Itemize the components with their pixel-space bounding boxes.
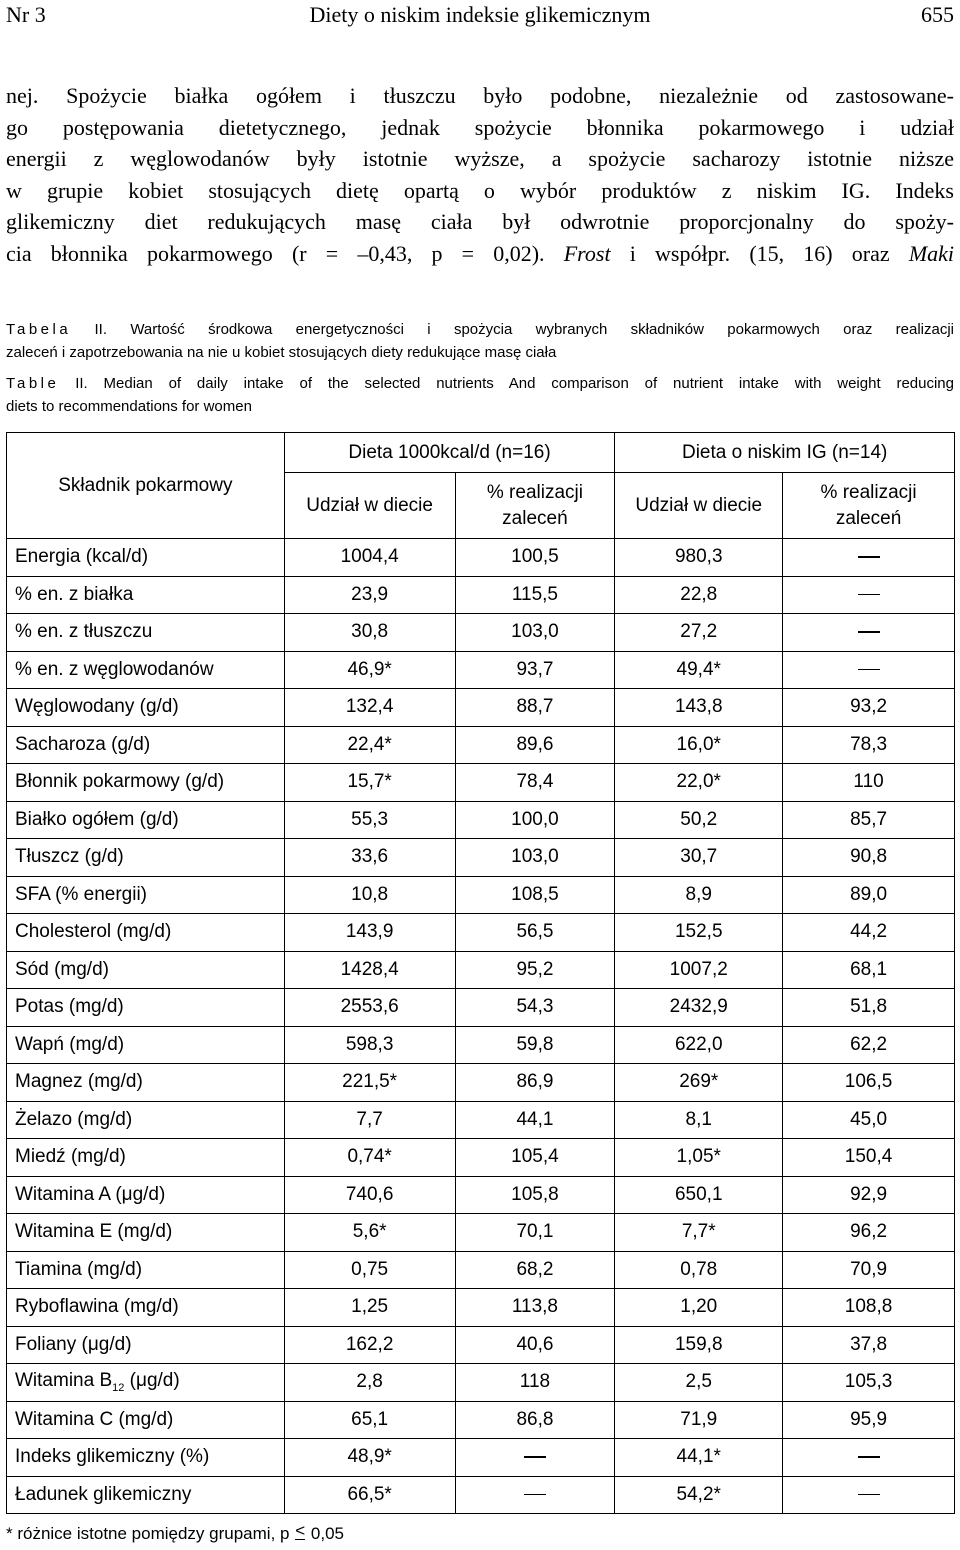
nutrient-name: Magnez (mg/d) xyxy=(7,1064,285,1102)
table-cell: 1428,4 xyxy=(284,951,455,989)
column-header-component: Składnik pokarmowy xyxy=(7,433,285,539)
table-cell: 105,3 xyxy=(783,1364,955,1402)
table-row xyxy=(7,1176,955,1214)
table-cell: 103,0 xyxy=(455,614,615,652)
dash-icon xyxy=(524,1494,546,1496)
table-cell: 62,2 xyxy=(783,1026,955,1064)
table-caption-polish xyxy=(6,318,954,364)
nutrient-name: Błonnik pokarmowy (g/d) xyxy=(7,764,285,802)
table-cell: 598,3 xyxy=(284,1026,455,1064)
table-cell: 2432,9 xyxy=(615,989,783,1027)
table-cell: 59,8 xyxy=(455,1026,615,1064)
table-cell: 70,1 xyxy=(455,1214,615,1252)
table-cell: 105,8 xyxy=(455,1176,615,1214)
issue-number: Nr 3 xyxy=(6,2,46,27)
table-row xyxy=(7,1439,955,1477)
caption-line: zaleceń i zapotrzebowania na nie u kobiet stosujących diety redukujące masę ciała xyxy=(6,344,557,361)
table-row xyxy=(7,614,955,652)
table-cell: 1007,2 xyxy=(615,951,783,989)
table-cell: 50,2 xyxy=(615,801,783,839)
nutrient-name: Witamina E (mg/d) xyxy=(7,1214,285,1252)
table-cell: 70,9 xyxy=(783,1251,955,1289)
less-or-equal-sign xyxy=(294,1526,306,1540)
nutrient-name: Energia (kcal/d) xyxy=(7,539,285,577)
table-cell: 115,5 xyxy=(455,576,615,614)
nutrient-name: Sód (mg/d) xyxy=(7,951,285,989)
table-cell: 740,6 xyxy=(284,1176,455,1214)
table-cell: 150,4 xyxy=(783,1139,955,1177)
column-header-share: Udział w diecie xyxy=(615,473,783,539)
table-cell: 8,9 xyxy=(615,876,783,914)
nutrient-name: % en. z tłuszczu xyxy=(7,614,285,652)
table-cell: 7,7* xyxy=(615,1214,783,1252)
table-cell: 110 xyxy=(783,764,955,802)
dash-icon xyxy=(858,1494,880,1496)
nutrient-name: % en. z węglowodanów xyxy=(7,651,285,689)
table-cell: 71,9 xyxy=(615,1401,783,1439)
table-cell: 2553,6 xyxy=(284,989,455,1027)
nutrient-name: Węglowodany (g/d) xyxy=(7,689,285,727)
body-line: go postępowania dietetycznego, jednak spożycie błonnika pokarmowego i udział xyxy=(6,114,954,140)
nutrient-name: Białko ogółem (g/d) xyxy=(7,801,285,839)
caption-label: Table xyxy=(6,375,60,392)
table-cell: 2,5 xyxy=(615,1364,783,1402)
body-line: w grupie kobiet stosujących dietę opartą o wybór produktów z niskim IG. Indeks xyxy=(6,177,954,203)
nutrient-name: Witamina $B_{12}$ (μg/d) xyxy=(7,1364,285,1402)
dash-icon xyxy=(858,631,880,633)
table-cell: 89,0 xyxy=(783,876,955,914)
table-row xyxy=(7,876,955,914)
table-cell xyxy=(783,539,955,577)
nutrient-name: % en. z białka xyxy=(7,576,285,614)
column-header-group-low-gi: Dieta o niskim IG (n=14) xyxy=(615,433,955,473)
table-cell: 44,2 xyxy=(783,914,955,952)
table-cell: 8,1 xyxy=(615,1101,783,1139)
table-cell: 22,4* xyxy=(284,726,455,764)
caption-text: II. Wartość środkowa energetyczności i spożycia wybranych składników pokarmowych oraz realizacji xyxy=(94,321,954,338)
table-row xyxy=(7,951,955,989)
table-cell: 159,8 xyxy=(615,1326,783,1364)
table-cell: 68,1 xyxy=(783,951,955,989)
nutrient-name: Miedź (mg/d) xyxy=(7,1139,285,1177)
table-cell: 103,0 xyxy=(455,839,615,877)
running-title: Diety o niskim indeksie glikemicznym xyxy=(309,2,651,27)
table-cell: 108,8 xyxy=(783,1289,955,1327)
table-row xyxy=(7,1251,955,1289)
nutrient-table xyxy=(6,432,955,1514)
nutrient-name: SFA (% energii) xyxy=(7,876,285,914)
table-cell: 1,05* xyxy=(615,1139,783,1177)
caption-label: Tabela xyxy=(6,321,72,338)
table-cell: 100,5 xyxy=(455,539,615,577)
table-cell: 95,9 xyxy=(783,1401,955,1439)
table-row xyxy=(7,1139,955,1177)
table-cell: 93,7 xyxy=(455,651,615,689)
table-cell: 143,9 xyxy=(284,914,455,952)
table-cell: 78,4 xyxy=(455,764,615,802)
table-cell: 44,1 xyxy=(455,1101,615,1139)
table-cell: 46,9* xyxy=(284,651,455,689)
table-cell xyxy=(455,1439,615,1477)
nutrient-name: Witamina C (mg/d) xyxy=(7,1401,285,1439)
column-header-group-1000kcal: Dieta 1000kcal/d (n=16) xyxy=(284,433,615,473)
table-cell: 40,6 xyxy=(455,1326,615,1364)
table-row xyxy=(7,839,955,877)
table-row xyxy=(7,1289,955,1327)
table-cell: 95,2 xyxy=(455,951,615,989)
nutrient-name: Sacharoza (g/d) xyxy=(7,726,285,764)
caption-line xyxy=(6,318,954,341)
table-cell: 269* xyxy=(615,1064,783,1102)
table-cell: 90,8 xyxy=(783,839,955,877)
table-row xyxy=(7,1214,955,1252)
table-row xyxy=(7,689,955,727)
table-caption-english xyxy=(6,372,954,418)
dash-icon xyxy=(524,1456,546,1458)
table-cell: 108,5 xyxy=(455,876,615,914)
table-cell: 48,9* xyxy=(284,1439,455,1477)
table-cell: 30,8 xyxy=(284,614,455,652)
table-cell: 56,5 xyxy=(455,914,615,952)
table-cell: 65,1 xyxy=(284,1401,455,1439)
table-cell: 1,20 xyxy=(615,1289,783,1327)
table-cell: 2,8 xyxy=(284,1364,455,1402)
dash-icon xyxy=(858,1456,880,1458)
table-cell: 54,3 xyxy=(455,989,615,1027)
body-text-segment: i współpr. (15, 16) oraz xyxy=(610,240,909,266)
column-header-realization: % realizacji zaleceń xyxy=(783,473,955,539)
table-cell xyxy=(455,1476,615,1514)
table-cell: 1004,4 xyxy=(284,539,455,577)
table-row xyxy=(7,801,955,839)
table-cell: 96,2 xyxy=(783,1214,955,1252)
table-row xyxy=(7,1326,955,1364)
table-cell: 0,78 xyxy=(615,1251,783,1289)
table-cell: 118 xyxy=(455,1364,615,1402)
table-cell: 221,5* xyxy=(284,1064,455,1102)
table-cell: 30,7 xyxy=(615,839,783,877)
table-cell xyxy=(783,651,955,689)
nutrient-name: Ryboflawina (mg/d) xyxy=(7,1289,285,1327)
footnote xyxy=(6,1524,344,1544)
table-cell: 66,5* xyxy=(284,1476,455,1514)
table-cell: 0,74* xyxy=(284,1139,455,1177)
table-cell: 162,2 xyxy=(284,1326,455,1364)
table-cell: 37,8 xyxy=(783,1326,955,1364)
table-cell: 16,0* xyxy=(615,726,783,764)
dash-icon xyxy=(858,556,880,558)
table-cell: 15,7* xyxy=(284,764,455,802)
table-cell: 33,6 xyxy=(284,839,455,877)
table-cell xyxy=(783,576,955,614)
table-cell: 7,7 xyxy=(284,1101,455,1139)
table-cell: 1,25 xyxy=(284,1289,455,1327)
table-cell: 152,5 xyxy=(615,914,783,952)
table-cell xyxy=(783,614,955,652)
nutrient-name: Tiamina (mg/d) xyxy=(7,1251,285,1289)
table-cell: 23,9 xyxy=(284,576,455,614)
body-line: nej. Spożycie białka ogółem i tłuszczu było podobne, niezależnie od zastosowane- xyxy=(6,83,954,108)
nutrient-name: Tłuszcz (g/d) xyxy=(7,839,285,877)
column-header-share: Udział w diecie xyxy=(284,473,455,539)
table-cell: 105,4 xyxy=(455,1139,615,1177)
table-cell: 0,75 xyxy=(284,1251,455,1289)
table-cell: 10,8 xyxy=(284,876,455,914)
table-cell: 45,0 xyxy=(783,1101,955,1139)
table-row xyxy=(7,576,955,614)
table-row xyxy=(7,1401,955,1439)
table-cell: 86,9 xyxy=(455,1064,615,1102)
table-row xyxy=(7,989,955,1027)
table-row xyxy=(7,726,955,764)
nutrient-name: Cholesterol (mg/d) xyxy=(7,914,285,952)
table-cell: 51,8 xyxy=(783,989,955,1027)
caption-line: diets to recommendations for women xyxy=(6,398,252,415)
table-row xyxy=(7,914,955,952)
table-body xyxy=(7,539,955,1514)
table-cell: 54,2* xyxy=(615,1476,783,1514)
table-row xyxy=(7,651,955,689)
body-line: energii z węglowodanów były istotnie wyższe, a spożycie sacharozy istotnie niższe xyxy=(6,146,954,171)
table-row xyxy=(7,1364,955,1402)
dash-icon xyxy=(858,594,880,596)
table-cell: 49,4* xyxy=(615,651,783,689)
author-name: Frost xyxy=(563,240,611,266)
table-cell: 86,8 xyxy=(455,1401,615,1439)
table-cell: 132,4 xyxy=(284,689,455,727)
table-cell: 78,3 xyxy=(783,726,955,764)
column-header-realization: % realizacji zaleceń xyxy=(455,473,615,539)
table-cell: 5,6* xyxy=(284,1214,455,1252)
footnote-text: * różnice istotne pomiędzy grupami, p xyxy=(6,1524,295,1543)
dash-icon xyxy=(858,669,880,671)
nutrient-name: Żelazo (mg/d) xyxy=(7,1101,285,1139)
table-cell: 89,6 xyxy=(455,726,615,764)
table-cell: 22,8 xyxy=(615,576,783,614)
table-cell: 622,0 xyxy=(615,1026,783,1064)
page-number: 655 xyxy=(921,2,954,27)
table-cell: 22,0* xyxy=(615,764,783,802)
table-cell: 980,3 xyxy=(615,539,783,577)
table-cell: 55,3 xyxy=(284,801,455,839)
caption-line xyxy=(6,372,954,395)
page-header xyxy=(6,2,954,30)
nutrient-name: Foliany (μg/d) xyxy=(7,1326,285,1364)
footnote-value: 0,05 xyxy=(306,1524,345,1543)
body-line: glikemiczny diet redukujących masę ciała był odwrotnie proporcjonalny do spoży- xyxy=(6,209,954,234)
table-row xyxy=(7,1101,955,1139)
table-cell xyxy=(783,1439,955,1477)
table-row xyxy=(7,764,955,802)
table-row xyxy=(7,1064,955,1102)
table-cell: 27,2 xyxy=(615,614,783,652)
table-cell: 143,8 xyxy=(615,689,783,727)
table-cell: 100,0 xyxy=(455,801,615,839)
table-cell: 106,5 xyxy=(783,1064,955,1102)
table-cell: 44,1* xyxy=(615,1439,783,1477)
body-paragraph xyxy=(6,80,954,269)
table-cell: 650,1 xyxy=(615,1176,783,1214)
nutrient-name: Wapń (mg/d) xyxy=(7,1026,285,1064)
author-name: Maki xyxy=(908,240,955,266)
nutrient-name: Ładunek glikemiczny xyxy=(7,1476,285,1514)
table-cell xyxy=(783,1476,955,1514)
table-cell: 68,2 xyxy=(455,1251,615,1289)
table-cell: 85,7 xyxy=(783,801,955,839)
table-row xyxy=(7,1026,955,1064)
nutrient-name: Witamina A (μg/d) xyxy=(7,1176,285,1214)
body-text-segment: cia błonnika pokarmowego (r = –0,43, p = 0,02). xyxy=(6,240,564,266)
table-row xyxy=(7,1476,955,1514)
table-cell: 93,2 xyxy=(783,689,955,727)
caption-text: II. Median of daily intake of the selected nutrients And comparison of nutrient intake with weight reducing xyxy=(75,375,954,392)
table-cell: 113,8 xyxy=(455,1289,615,1327)
table-row xyxy=(7,539,955,577)
nutrient-name: Indeks glikemiczny (%) xyxy=(7,1439,285,1477)
nutrient-name: Potas (mg/d) xyxy=(7,989,285,1027)
table-cell: 88,7 xyxy=(455,689,615,727)
body-line xyxy=(6,238,954,270)
table-cell: 92,9 xyxy=(783,1176,955,1214)
